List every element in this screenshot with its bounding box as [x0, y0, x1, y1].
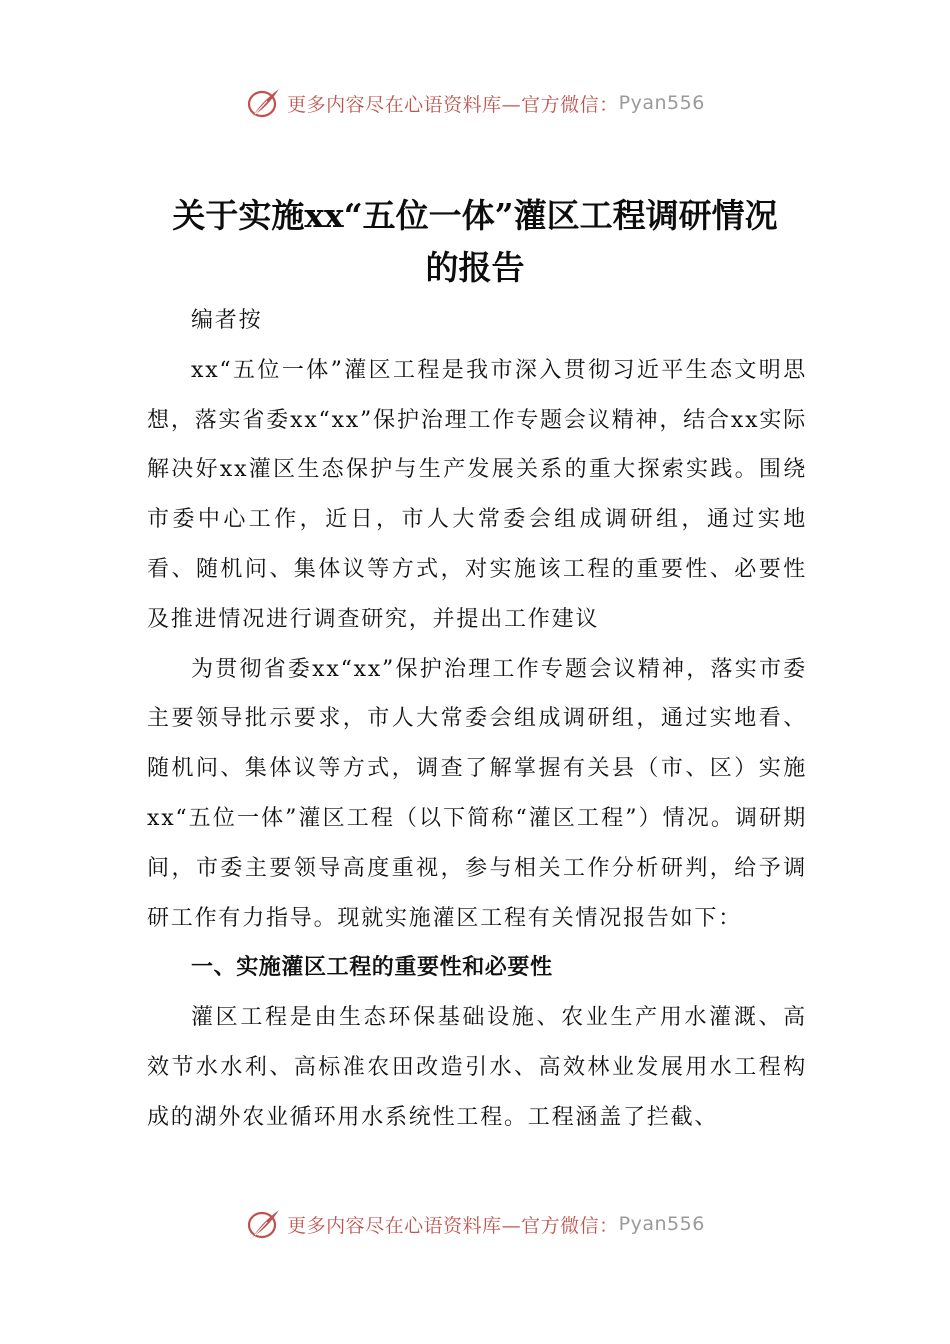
title-line-2: 的报告	[425, 248, 525, 287]
quill-pen-logo-icon	[245, 1207, 283, 1241]
watermark-text: 更多内容尽在心语资料库—官方微信：	[287, 1214, 619, 1237]
body-paragraph: 为贯彻省委xx“xx”保护治理工作专题会议精神，落实市委主要领导批示要求，市人大常委会组成调研组，通过实地看、随机问、集体议等方式，调查了解掌握有关县（市、区）实施xx“五位一体”灌区工程（以下简称“灌区工程”）情况。调研期间，市委主要领导高度重视，参与相关工作分析研判，给予调研工作有力指导。现就实施灌区工程有关情况报告如下：	[147, 656, 807, 931]
body-paragraph: 灌区工程是由生态环保基础设施、农业生产用水灌溉、高效节水水利、高标准农田改造引水、高效林业发展用水工程构成的湖外农业循环用水系统性工程。工程涵盖了拦截、	[147, 1005, 807, 1130]
watermark-banner-top	[0, 83, 950, 123]
section-heading: 一、实施灌区工程的重要性和必要性	[191, 955, 553, 981]
title-line-1: 关于实施xx“五位一体”灌区工程调研情况	[172, 196, 778, 235]
watermark-wechat-id: Pyan556	[618, 92, 705, 114]
watermark-banner-bottom	[0, 1204, 950, 1244]
document-title	[130, 190, 820, 294]
watermark-wechat-id: Pyan556	[618, 1213, 705, 1235]
quill-pen-logo-icon	[245, 86, 283, 120]
watermark-text: 更多内容尽在心语资料库—官方微信：	[287, 93, 619, 116]
body-paragraph: xx“五位一体”灌区工程是我市深入贯彻习近平生态文明思想，落实省委xx“xx”保护治理工作专题会议精神，结合xx实际解决好xx灌区生态保护与生产发展关系的重大探索实践。围绕市委中心工作，近日，市人大常委会组成调研组，通过实地看、随机问、集体议等方式，对实施该工程的重要性、必要性及推进情况进行调查研究，并提出工作建议	[147, 357, 807, 632]
editor-note-label: 编者按	[191, 308, 263, 333]
document-body	[147, 296, 807, 1143]
